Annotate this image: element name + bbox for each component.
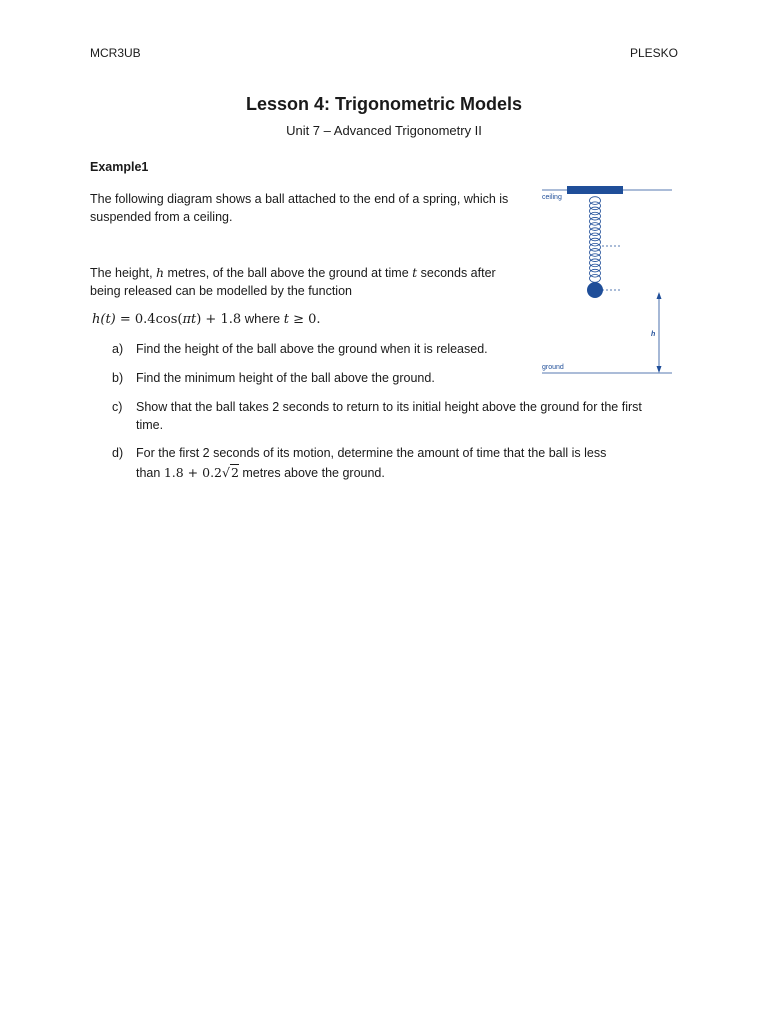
spring-loop <box>590 275 601 283</box>
spring-diagram <box>538 180 678 380</box>
question-d-expr: 1.8 + 0.2 <box>163 465 222 480</box>
height-arrow-head-down <box>657 366 662 373</box>
var-t: t <box>412 265 418 280</box>
author-name: PLESKO <box>629 46 678 60</box>
height-line-2: being released can be modelled by the function <box>90 284 352 298</box>
intro-line-2: suspended from a ceiling. <box>90 210 233 224</box>
formula-equals: = 0.4cos( <box>115 312 183 327</box>
formula-rest: ) + 1.8 <box>196 312 242 327</box>
ball <box>587 282 603 298</box>
example-heading: Example1 <box>90 160 149 174</box>
height-label: h <box>651 331 656 338</box>
page-subtitle: Unit 7 – Advanced Trigonometry II <box>286 123 482 138</box>
intro-line-1: The following diagram shows a ball attached to the end of a spring, which is <box>90 192 509 206</box>
question-a-label: a) <box>112 342 124 356</box>
course-code: MCR3UB <box>90 46 141 60</box>
question-d-label: d) <box>112 446 124 460</box>
formula-where: where <box>241 311 284 326</box>
height-line-1 <box>90 264 530 282</box>
height-text-1: The height, <box>90 266 157 280</box>
question-d-line-1: For the first 2 seconds of its motion, determine the amount of time that the ball is less <box>136 446 607 460</box>
question-d-line-2 <box>136 464 606 482</box>
height-text-3: seconds after <box>417 266 496 280</box>
ground-label: ground <box>542 364 564 371</box>
height-paragraph <box>90 264 530 300</box>
sqrt-argument: 2 <box>230 465 239 480</box>
model-formula <box>92 311 321 327</box>
spring-coil <box>590 197 601 283</box>
formula-cond: ≥ 0. <box>289 312 321 327</box>
question-d-text <box>136 444 606 482</box>
formula-condition <box>284 312 321 327</box>
formula-lhs: h(t) <box>92 312 116 327</box>
page-title: Lesson 4: Trigonometric Models <box>245 94 523 114</box>
sqrt-symbol: √ <box>222 465 230 480</box>
formula-cond-var: t <box>283 312 289 327</box>
question-d-after: metres above the ground. <box>238 466 385 480</box>
var-h: h <box>156 265 165 280</box>
question-b-text: Find the minimum height of the ball above the ground. <box>136 371 435 385</box>
height-text-2: metres, of the ball above the ground at time <box>164 266 413 280</box>
question-c-line-1: Show that the ball takes 2 seconds to return to its initial height above the ground for the first <box>136 400 642 414</box>
question-d-than: than <box>136 466 164 480</box>
question-b-label: b) <box>112 371 124 385</box>
intro-paragraph <box>90 190 530 226</box>
ceiling-label: ceiling <box>542 194 562 201</box>
ceiling-mount <box>567 186 623 194</box>
height-arrow-head-up <box>657 292 662 299</box>
question-c-text <box>136 398 642 434</box>
formula-expression <box>92 312 241 327</box>
question-c-line-2: time. <box>136 418 164 432</box>
question-a-text: Find the height of the ball above the ground when it is released. <box>136 342 488 356</box>
question-c-label: c) <box>112 400 123 414</box>
formula-pi-t: πt <box>182 312 197 327</box>
